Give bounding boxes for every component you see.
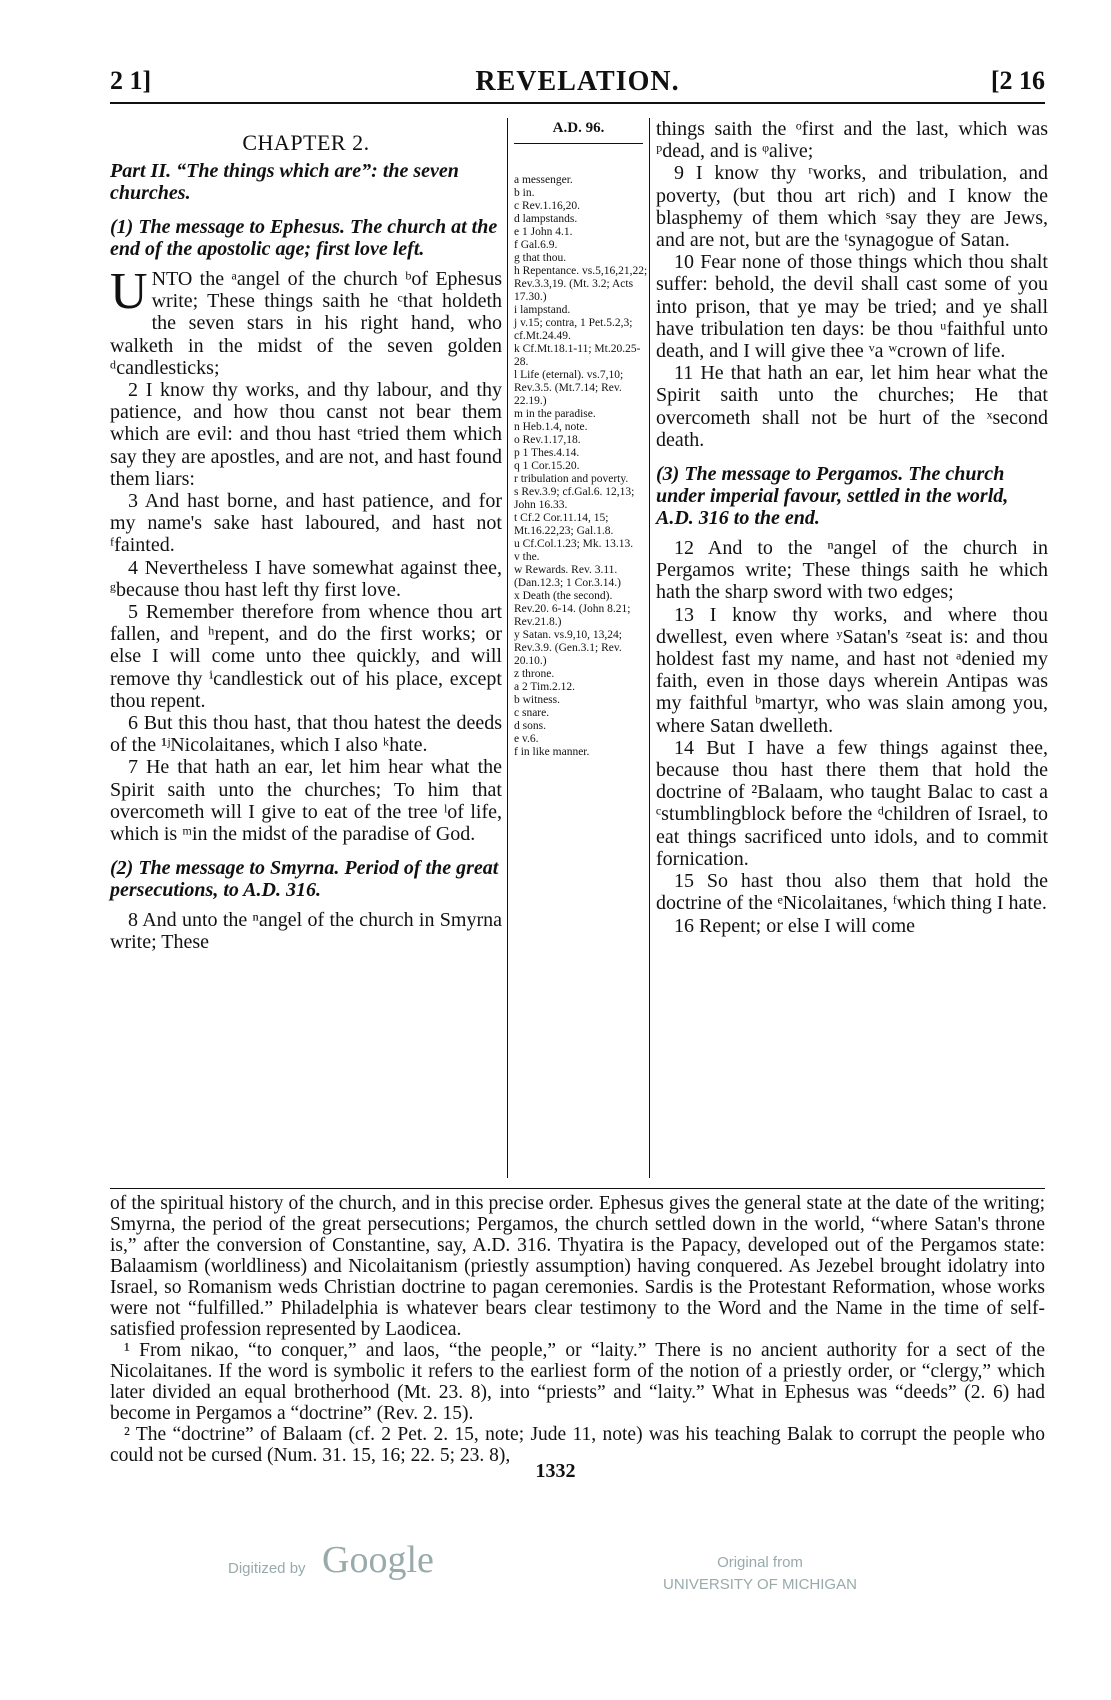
reference-item: k Cf.Mt.18.1-11; Mt.20.25-28. — [514, 343, 641, 368]
footnote-continuation: of the spiritual history of the church, and in this precise order. Ephesus gives the general state at the date of the writing; Smyrna, the period of the great persecutions; Pergamos, the church settled down in the world, “where Satan's throne is,” after the conversion of Constantine, say, A.D. 316. Thyatira is the Papacy, developed out of the Pergamos state: Balaamism (worldliness) and Nicolaitanism (priestly assumption) having conquered. As Jezebel brought idolatry into Israel, so Romanism weds Christian doctrine to pagan ceremonies. Sardis is the Protestant Reformation, whose works were not “fulfilled.” Philadelphia is whatever bears clear testimony to the Word and the Name in the time of self-satisfied profession represented by Laodicea. — [110, 1193, 1045, 1340]
section-heading-smyrna: (2) The message to Smyrna. Period of the great persecutions, to A.D. 316. — [110, 857, 499, 902]
verse-2: 2 I know thy works, and thy labour, and thy patience, and how thou canst not bear them which are evil: and thou hast ᵉtried them which say they are apostles, and are not, and hast found them liars: — [110, 379, 502, 490]
reference-item: m in the paradise. — [514, 408, 596, 420]
verse-12: 12 And to the ⁿangel of the church in Pergamos write; These things saith he which hath the sharp sword with two edges; — [656, 537, 1048, 604]
reference-item: c Rev.1.16,20. — [514, 200, 581, 212]
reference-item: j v.15; contra, 1 Pet.5.2,3; cf.Mt.24.49. — [514, 317, 633, 342]
reference-item: h Repentance. vs.5,16,21,22; Rev.3.3,19. (Mt. 3.2; Acts 17.30.) — [514, 265, 648, 303]
reference-item: b witness. — [514, 694, 560, 706]
reference-item: e 1 John 4.1. — [514, 226, 573, 238]
reference-item: d lampstands. — [514, 213, 578, 225]
verse-8: 8 And unto the ⁿangel of the church in Smyrna write; These — [110, 909, 502, 954]
reference-item: c snare. — [514, 707, 550, 719]
reference-item: f Gal.6.9. — [514, 239, 558, 251]
footnote-1: ¹ From nikao, “to conquer,” and laos, “the people,” or “laity.” There is no ancient authority for a sect of the Nicolaitanes. If the word is symbolic it refers to the earliest form of the notion of a priestly order, or “clergy,” which later divided an equal brotherhood (Mt. 23. 8), into “priests” and “laity.” What in Ephesus was “deeds” (2. 6) had become in Pergamos a “doctrine” (Rev. 2. 15). — [110, 1340, 1045, 1424]
reference-item: e v.6. — [514, 733, 539, 745]
verse-7: 7 He that hath an ear, let him hear what the Spirit saith unto the churches; To him that overcometh will I give to eat of the tree ˡof life, which is ᵐin the midst of the paradise of God. — [110, 756, 502, 846]
reference-item: y Satan. vs.9,10, 13,24; Rev.3.9. (Gen.3.1; Rev. 20.10.) — [514, 629, 622, 667]
reference-item: b in. — [514, 187, 535, 199]
right-text-column — [656, 118, 1048, 937]
university-line: UNIVERSITY OF MICHIGAN — [663, 1576, 857, 1593]
footnote-2: ² The “doctrine” of Balaam (cf. 2 Pet. 2. 15, note; Jude 11, note) was his teaching Balak to corrupt the people who could not be cursed (Num. 31. 15, 16; 22. 5; 23. 8), — [110, 1424, 1045, 1466]
verse-6: 6 But this thou hast, that thou hatest the deeds of the ¹ʲNicolaitanes, which I also ᵏhate. — [110, 712, 502, 757]
header-left-ref: 2 1] — [110, 66, 152, 95]
original-from-label — [660, 1552, 860, 1596]
reference-item: l Life (eternal). vs.7,10; Rev.3.5. (Mt.7.14; Rev. 22.19.) — [514, 369, 624, 407]
reference-item: v the. — [514, 551, 540, 563]
reference-item: d sons. — [514, 720, 546, 732]
reference-item: o Rev.1.17,18. — [514, 434, 581, 446]
footnotes-section — [110, 1188, 1045, 1466]
google-logo: Google — [322, 1539, 434, 1581]
reference-item: z throne. — [514, 668, 555, 680]
page-header — [110, 62, 1045, 104]
reference-item: a messenger. — [514, 174, 573, 186]
reference-date-heading: A.D. 96. — [514, 118, 643, 144]
reference-item: s Rev.3.9; cf.Gal.6. 12,13; John 16.33. — [514, 486, 635, 511]
page-number: 1332 — [535, 1460, 576, 1482]
verse-3: 3 And hast borne, and hast patience, and for my name's sake hast laboured, and hast not ᶠfainted. — [110, 490, 502, 557]
reference-item: p 1 Thes.4.14. — [514, 447, 580, 459]
original-from-line: Original from — [717, 1554, 803, 1571]
verse-13: 13 I know thy works, and where thou dwellest, even where ʸSatan's ᶻseat is: and thou holdest fast my name, and hast not ᵃdenied my faith, even in those days wherein Antipas was my faithful ᵇmartyr, who was slain among you, where Satan dwelleth. — [656, 603, 1048, 737]
reference-item: q 1 Cor.15.20. — [514, 460, 580, 472]
verse-15: 15 So hast thou also them that hold the doctrine of the ᵉNicolaitanes, ᶠwhich thing I hate. — [656, 870, 1048, 915]
reference-column — [507, 118, 650, 1178]
part-heading: Part II. “The things which are”: the seven churches. — [110, 160, 459, 204]
reference-item: i lampstand. — [514, 304, 571, 316]
chapter-heading: CHAPTER 2. — [242, 130, 370, 155]
section-heading-ephesus: (1) The message to Ephesus. The church at the end of the apostolic age; first love left. — [110, 216, 498, 260]
reference-item: n Heb.1.4, note. — [514, 421, 588, 433]
verse-10: 10 Fear none of those things which thou shalt suffer: behold, the devil shall cast some of you into prison, that ye may be tried; and ye shall have tribulation ten days: be thou ᵘfaithful unto death, and I will give thee ᵛa ʷcrown of life. — [656, 251, 1048, 363]
verse-11: 11 He that hath an ear, let him hear what the Spirit saith unto the churches; He that overcometh shall not be hurt of the ˣsecond death. — [656, 362, 1048, 451]
reference-item: w Rewards. Rev. 3.11. (Dan.12.3; 1 Cor.3.14.) — [514, 564, 622, 589]
header-right-ref: [2 16 — [990, 66, 1045, 95]
header-title: REVELATION. — [475, 66, 680, 97]
reference-item: g that thou. — [514, 252, 567, 264]
reference-item: a 2 Tim.2.12. — [514, 681, 576, 693]
reference-item: r tribulation and poverty. — [514, 473, 629, 485]
verse-4: 4 Nevertheless I have somewhat against thee, ᵍbecause thou hast left thy first love. — [110, 556, 502, 601]
digitized-by-label: Digitized by — [228, 1560, 306, 1577]
reference-item: t Cf.2 Cor.11.14, 15; Mt.16.22,23; Gal.1.8. — [514, 512, 614, 537]
section-heading-pergamos: (3) The message to Pergamos. The church under imperial favour, settled in the world, A.D. 316 to the end. — [656, 463, 1009, 530]
verse-1-text: NTO the ᵃangel of the church ᵇof Ephesus write; These things saith he ᶜthat holdeth the seven stars in his right hand, who walketh in the midst of the seven golden ᵈcandlesticks; — [110, 268, 502, 379]
verse-1 — [110, 263, 502, 379]
drop-cap: U — [110, 263, 148, 320]
verse-5: 5 Remember therefore from whence thou art fallen, and ʰrepent, and do the first works; or else I will come unto thee quickly, and will remove thy ⁱcandlestick out of his place, except thou repent. — [110, 601, 502, 712]
verse-9: 9 I know thy ʳworks, and tribulation, and poverty, (but thou art rich) and I know the blasphemy of them which ˢsay they are Jews, and are not, but are the ᵗsynagogue of Satan. — [656, 162, 1048, 252]
reference-item: f in like manner. — [514, 746, 590, 758]
left-text-column — [110, 118, 502, 954]
reference-item: u Cf.Col.1.23; Mk. 13.13. — [514, 538, 634, 550]
verse-8-continued: things saith the ᵒfirst and the last, which was ᵖdead, and is ᵠalive; — [656, 118, 1048, 163]
verse-14: 14 But I have a few things against thee, because thou hast there them that hold the doctrine of ²Balaam, who taught Balac to cast a ᶜstumblingblock before the ᵈchildren of Israel, to eat things sacrificed unto idols, and to commit fornication. — [656, 736, 1048, 870]
verse-16: 16 Repent; or else I will come — [674, 914, 916, 937]
reference-item: x Death (the second). Rev.20. 6-14. (John 8.21; Rev.21.8.) — [514, 590, 631, 628]
